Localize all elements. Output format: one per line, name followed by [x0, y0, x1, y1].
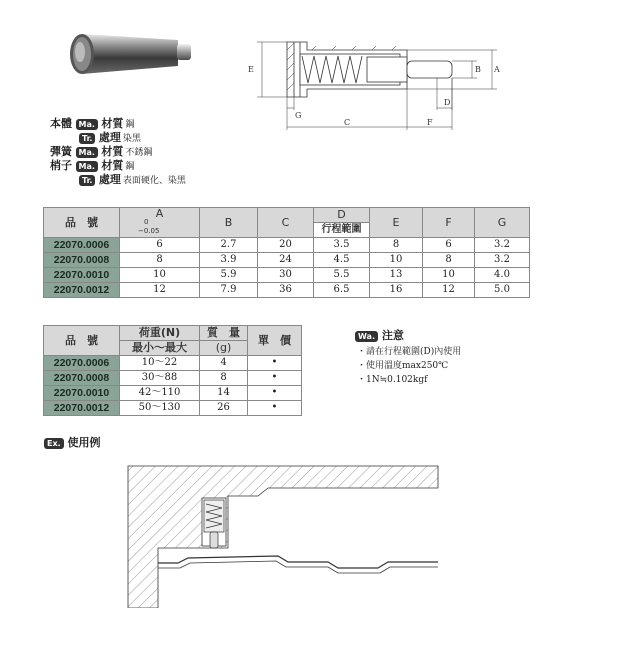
cell-d: 5.5 [314, 268, 370, 283]
col-header-b: B [200, 208, 258, 238]
material-value: 鋼 [125, 162, 135, 172]
material-row-1 [50, 117, 134, 132]
col-header-d: D [314, 208, 370, 223]
material-badge: Ma. [76, 161, 98, 172]
part-number: 22070.0006 [44, 356, 120, 371]
cell-f: 10 [423, 268, 475, 283]
material-value: 染黑 [122, 134, 141, 144]
material-badge: Ma. [76, 147, 98, 158]
part-number: 22070.0012 [44, 401, 120, 416]
cell-f: 12 [423, 283, 475, 298]
col-header-weight: 質 量 [200, 326, 248, 341]
cell-g: 5.0 [475, 283, 530, 298]
material-value: 不銹鋼 [125, 148, 153, 158]
material-badge: Ma. [76, 119, 98, 130]
material-badge: Tr. [79, 133, 95, 144]
note-item: ・1N≒0.102kgf [357, 375, 428, 385]
table-row [44, 253, 530, 268]
dim-label-b: B [475, 65, 481, 74]
part-number: 22070.0008 [44, 253, 120, 268]
cell-weight: 14 [200, 386, 248, 401]
notes-heading [355, 327, 404, 343]
material-row-2 [79, 131, 141, 146]
material-row-4 [50, 159, 134, 174]
example-heading [44, 434, 101, 450]
material-part: 彈簧 [50, 145, 72, 158]
material-value: 表面硬化、染黑 [122, 176, 186, 186]
cell-c: 36 [258, 283, 314, 298]
cell-weight: 26 [200, 401, 248, 416]
cell-e: 8 [370, 238, 423, 253]
cell-g: 3.2 [475, 253, 530, 268]
cell-price: • [248, 386, 302, 401]
col-header-f: F [423, 208, 475, 238]
table-row [44, 356, 302, 371]
cell-c: 24 [258, 253, 314, 268]
note-item: ・請在行程範圍(D)內使用 [357, 347, 462, 357]
part-number: 22070.0008 [44, 371, 120, 386]
part-number: 22070.0010 [44, 386, 120, 401]
part-number: 22070.0006 [44, 238, 120, 253]
cell-g: 4.0 [475, 268, 530, 283]
col-header-a [120, 208, 200, 238]
cell-d: 4.5 [314, 253, 370, 268]
cell-e: 16 [370, 283, 423, 298]
cell-f: 8 [423, 253, 475, 268]
dim-label-c: C [344, 118, 351, 127]
cell-b: 3.9 [200, 253, 258, 268]
col-header-price: 單 價 [248, 326, 302, 356]
material-row-3 [50, 145, 152, 160]
cell-c: 20 [258, 238, 314, 253]
example-title: 使用例 [67, 436, 101, 449]
table-row [44, 268, 530, 283]
col-header-c: C [258, 208, 314, 238]
material-key: 處理 [98, 131, 121, 144]
col-header-a-label: A [155, 207, 164, 220]
cell-price: • [248, 356, 302, 371]
col-header-load-sub: 最小～最大 [120, 341, 200, 356]
cell-price: • [248, 401, 302, 416]
load-table [43, 325, 302, 416]
cell-d: 3.5 [314, 238, 370, 253]
cell-g: 3.2 [475, 238, 530, 253]
cell-e: 10 [370, 253, 423, 268]
dim-label-f: F [427, 118, 433, 127]
dim-label-e: E [248, 65, 254, 74]
col-header-a-tol-upper: 0 [144, 218, 149, 226]
note-item: ・使用溫度max250℃ [357, 361, 449, 371]
dim-label-a: A [494, 65, 500, 74]
material-value: 鋼 [125, 120, 135, 130]
cell-a: 6 [120, 238, 200, 253]
material-key: 處理 [98, 173, 121, 186]
cell-b: 5.9 [200, 268, 258, 283]
table-row [44, 371, 302, 386]
table-row [44, 401, 302, 416]
col-header-g: G [475, 208, 530, 238]
material-badge: Tr. [79, 175, 95, 186]
cell-e: 13 [370, 268, 423, 283]
col-header-part: 品 號 [44, 326, 120, 356]
cell-b: 2.7 [200, 238, 258, 253]
col-header-part: 品 號 [44, 208, 120, 238]
example-badge: Ex. [44, 438, 64, 449]
table-row [44, 386, 302, 401]
cell-a: 8 [120, 253, 200, 268]
cell-price: • [248, 371, 302, 386]
technical-drawing [232, 30, 502, 140]
cell-a: 12 [120, 283, 200, 298]
notes-title: 注意 [381, 329, 404, 342]
cell-b: 7.9 [200, 283, 258, 298]
cell-load: 10～22 [120, 356, 200, 371]
table-row [44, 238, 530, 253]
cell-c: 30 [258, 268, 314, 283]
dim-label-g: G [295, 111, 302, 120]
col-header-load: 荷重(N) [120, 326, 200, 341]
product-photo [60, 28, 200, 88]
cell-d: 6.5 [314, 283, 370, 298]
warning-badge: Wa. [355, 331, 378, 342]
material-part: 梢子 [50, 159, 72, 172]
material-key: 材質 [101, 145, 124, 158]
cell-load: 42～110 [120, 386, 200, 401]
material-row-5 [79, 173, 186, 188]
col-header-e: E [370, 208, 423, 238]
material-key: 材質 [101, 159, 124, 172]
col-header-d-sub: 行程範圍 [314, 223, 370, 238]
cell-weight: 8 [200, 371, 248, 386]
part-number: 22070.0012 [44, 283, 120, 298]
cell-load: 50～130 [120, 401, 200, 416]
usage-example-drawing [118, 458, 448, 608]
cell-a: 10 [120, 268, 200, 283]
cell-f: 6 [423, 238, 475, 253]
cell-load: 30～88 [120, 371, 200, 386]
col-header-weight-sub: (g) [200, 341, 248, 356]
cell-weight: 4 [200, 356, 248, 371]
dimension-table [43, 207, 530, 298]
dim-label-d: D [444, 98, 451, 107]
material-part: 本體 [50, 117, 72, 130]
col-header-a-tol-lower: −0.05 [138, 227, 160, 235]
part-number: 22070.0010 [44, 268, 120, 283]
material-key: 材質 [101, 117, 124, 130]
table-row [44, 283, 530, 298]
